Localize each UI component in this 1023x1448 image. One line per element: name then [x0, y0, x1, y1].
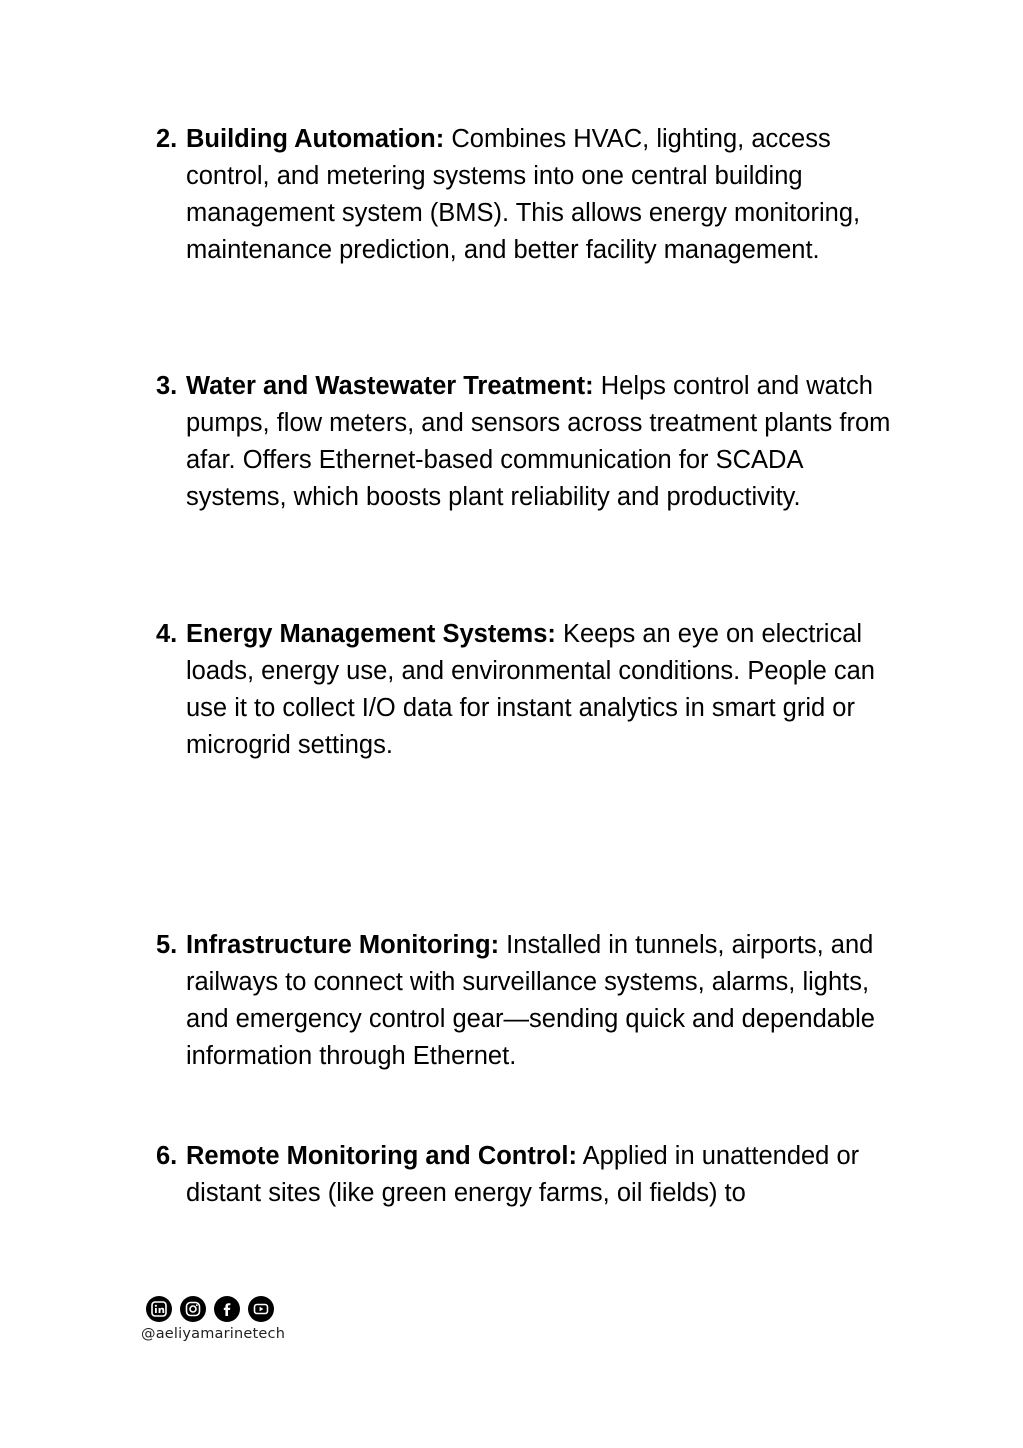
item-lead: Water and Wastewater Treatment: — [186, 372, 594, 400]
item-text — [186, 368, 906, 516]
item-lead: Remote Monitoring and Control: — [186, 1142, 577, 1170]
item-body: Applied in unattended or distant sites (like green energy farms, oil fields) to — [186, 1142, 860, 1207]
item-body: Installed in tunnels, airports, and railways to connect with surveillance systems, alarms, lights, and emergency control gear—sending quick and dependable information through Ethernet. — [186, 931, 875, 1070]
item-lead: Energy Management Systems: — [186, 620, 556, 648]
item-body: Keeps an eye on electrical loads, energy use, and environmental conditions. People can use it to collect I/O data for instant analytics in smart grid or microgrid settings. — [186, 620, 875, 759]
facebook-icon[interactable] — [214, 1296, 240, 1322]
item-text — [186, 927, 906, 1075]
list-item-energy-management — [156, 616, 906, 764]
item-body: Helps control and watch pumps, flow meters, and sensors across treatment plants from afar. Offers Ethernet-based communication for SCADA systems, which boosts plant reliability and productivity. — [186, 372, 891, 511]
list-item-remote-monitoring — [156, 1138, 906, 1212]
item-lead: Infrastructure Monitoring: — [186, 931, 500, 959]
item-number: 4. — [156, 620, 178, 648]
list-item-infrastructure-monitoring — [156, 927, 906, 1075]
item-number: 2. — [156, 125, 178, 153]
social-links — [146, 1296, 274, 1322]
instagram-icon[interactable] — [180, 1296, 206, 1322]
item-text — [186, 616, 906, 764]
list-item-water-treatment — [156, 368, 906, 516]
item-text — [186, 121, 906, 269]
item-body: Combines HVAC, lighting, access control, and metering systems into one central building management system (BMS). This allows energy monitoring, maintenance prediction, and better facility management. — [186, 125, 861, 264]
social-handle: @aeliyamarinetech — [141, 1326, 286, 1342]
linkedin-icon[interactable] — [146, 1296, 172, 1322]
item-text — [186, 1138, 906, 1212]
youtube-icon[interactable] — [248, 1296, 274, 1322]
item-number: 6. — [156, 1142, 178, 1170]
item-number: 5. — [156, 931, 178, 959]
list-item-building-automation — [156, 121, 906, 269]
item-lead: Building Automation: — [186, 125, 445, 153]
item-number: 3. — [156, 372, 178, 400]
